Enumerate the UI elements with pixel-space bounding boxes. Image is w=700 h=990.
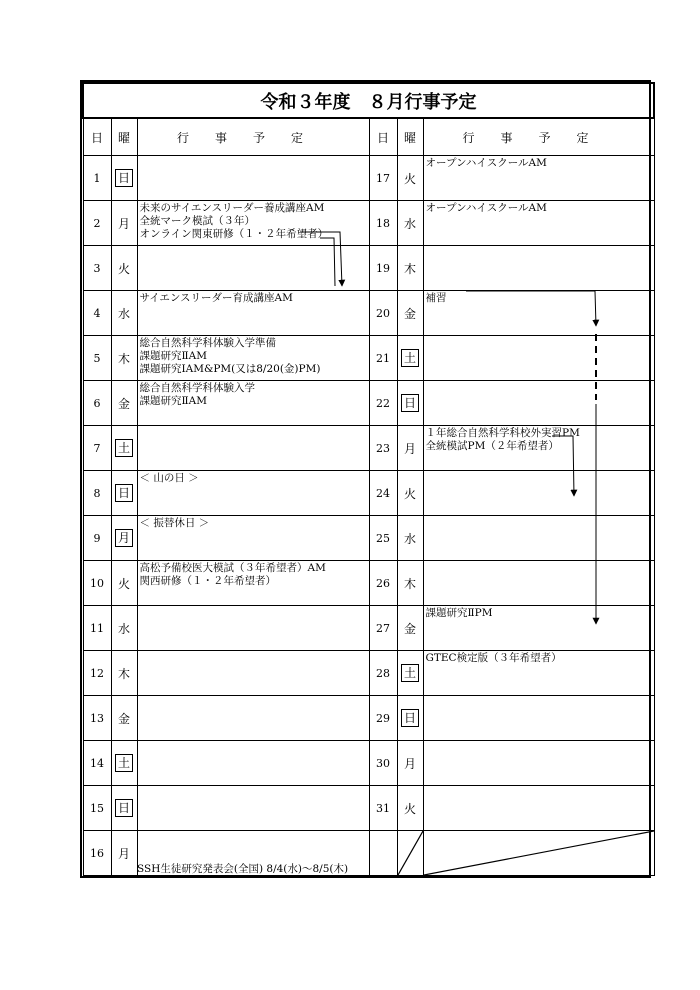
- events-cell: [137, 786, 369, 831]
- weekday-label: 木: [403, 261, 416, 276]
- table-row: [83, 291, 654, 336]
- event-line: 高松予備校医大模試（３年希望者）AM: [139, 562, 326, 574]
- table-row: [83, 471, 654, 516]
- header-events: 行事予定: [423, 118, 654, 156]
- day-number: 14: [83, 741, 111, 786]
- weekday-cell: [111, 336, 137, 381]
- weekday-label: 水: [117, 621, 130, 636]
- weekday-cell: [111, 831, 137, 876]
- day-number: 17: [369, 156, 397, 201]
- events-cell: [137, 696, 369, 741]
- event-line: GTEC検定版（３年希望者）: [425, 652, 562, 664]
- day-number: 20: [369, 291, 397, 336]
- header-events: 行事予定: [137, 118, 369, 156]
- table-row: [83, 561, 654, 606]
- strike-diagonal: [424, 831, 654, 875]
- weekday-cell: [111, 741, 137, 786]
- weekday-cell: [397, 561, 423, 606]
- weekday-label: 木: [117, 351, 130, 366]
- weekday-cell: [111, 246, 137, 291]
- day-number: 16: [83, 831, 111, 876]
- header-weekday: 曜: [111, 118, 137, 156]
- events-cell: [423, 426, 654, 471]
- events-cell: [423, 291, 654, 336]
- day-number: 15: [83, 786, 111, 831]
- events-cell: [137, 246, 369, 291]
- weekday-label: 火: [403, 171, 416, 186]
- weekday-cell: [397, 696, 423, 741]
- events-cell: [423, 201, 654, 246]
- event-line: 課題研究ⅠAM&PM(又は8/20(金)PM): [139, 363, 321, 375]
- weekday-label: 月: [403, 756, 416, 771]
- weekday-holiday: 土: [401, 664, 419, 682]
- day-number: 21: [369, 336, 397, 381]
- day-number: 31: [369, 786, 397, 831]
- day-number: 25: [369, 516, 397, 561]
- day-number: 27: [369, 606, 397, 651]
- weekday-cell: [397, 201, 423, 246]
- events-cell: [423, 786, 654, 831]
- weekday-label: 金: [403, 621, 416, 636]
- day-number: 13: [83, 696, 111, 741]
- events-cell: [137, 426, 369, 471]
- footer-note: SSH生徒研究発表会(全国) 8/4(水)～8/5(木): [137, 863, 349, 875]
- event-line: 課題研究ⅡAM: [139, 350, 207, 362]
- event-line: １年総合自然科学科校外実習PM: [425, 427, 580, 439]
- weekday-cell: [111, 696, 137, 741]
- day-number: 10: [83, 561, 111, 606]
- weekday-label: 火: [403, 801, 416, 816]
- day-number: 18: [369, 201, 397, 246]
- events-cell: [137, 606, 369, 651]
- events-cell: [423, 246, 654, 291]
- table-row: [83, 786, 654, 831]
- event-line: 未来のサイエンスリーダー養成講座AM: [139, 202, 325, 214]
- weekday-label: 金: [117, 711, 130, 726]
- day-number: 22: [369, 381, 397, 426]
- event-line: オープンハイスクールAM: [425, 202, 547, 214]
- weekday-holiday: 日: [401, 394, 419, 412]
- event-line: 総合自然科学科体験入学準備: [139, 337, 276, 349]
- day-number: 29: [369, 696, 397, 741]
- weekday-holiday: 日: [115, 799, 133, 817]
- weekday-cell: [397, 381, 423, 426]
- day-number: 3: [83, 246, 111, 291]
- events-cell: [423, 831, 654, 876]
- weekday-cell: [397, 336, 423, 381]
- weekday-cell: [111, 291, 137, 336]
- table-row: [83, 156, 654, 201]
- weekday-cell: [111, 426, 137, 471]
- weekday-cell: [397, 786, 423, 831]
- event-line: 課題研究ⅡPM: [425, 607, 493, 619]
- day-number: 1: [83, 156, 111, 201]
- day-number: 12: [83, 651, 111, 696]
- events-cell: [423, 516, 654, 561]
- weekday-cell: [111, 516, 137, 561]
- day-number: 5: [83, 336, 111, 381]
- events-cell: [423, 561, 654, 606]
- day-number: [369, 831, 397, 876]
- weekday-cell: [111, 651, 137, 696]
- weekday-label: 火: [403, 486, 416, 501]
- events-cell: [137, 516, 369, 561]
- event-line: サイエンスリーダー育成講座AM: [139, 292, 293, 304]
- header-weekday: 曜: [397, 118, 423, 156]
- weekday-holiday: 土: [401, 349, 419, 367]
- weekday-cell: [397, 471, 423, 516]
- events-cell: [423, 741, 654, 786]
- weekday-cell: [397, 156, 423, 201]
- table-row: [83, 741, 654, 786]
- weekday-label: 木: [117, 666, 130, 681]
- weekday-label: 月: [117, 846, 130, 861]
- schedule-sheet: [80, 80, 651, 861]
- events-cell: [137, 741, 369, 786]
- table-row: [83, 426, 654, 471]
- weekday-holiday: 土: [115, 439, 133, 457]
- weekday-cell: [111, 786, 137, 831]
- events-cell: [423, 336, 654, 381]
- weekday-label: 金: [117, 396, 130, 411]
- events-cell: [423, 651, 654, 696]
- header-row: [83, 118, 654, 156]
- header-day: 日: [369, 118, 397, 156]
- weekday-cell: [111, 201, 137, 246]
- event-line: 総合自然科学科体験入学: [139, 382, 255, 394]
- event-line: ＜ 山の日 ＞: [139, 472, 199, 484]
- weekday-cell: [397, 831, 423, 876]
- weekday-label: 金: [403, 306, 416, 321]
- events-cell: [423, 606, 654, 651]
- weekday-cell: [111, 156, 137, 201]
- event-line: ＜ 振替休日 ＞: [139, 517, 210, 529]
- events-cell: [137, 381, 369, 426]
- weekday-label: 月: [117, 216, 130, 231]
- table-row: [83, 651, 654, 696]
- day-number: 6: [83, 381, 111, 426]
- events-cell: [137, 201, 369, 246]
- events-cell: [423, 696, 654, 741]
- weekday-label: 月: [403, 441, 416, 456]
- weekday-cell: [397, 516, 423, 561]
- day-number: 8: [83, 471, 111, 516]
- weekday-cell: [397, 291, 423, 336]
- weekday-label: 火: [117, 261, 130, 276]
- table-row: [83, 516, 654, 561]
- table-row: [83, 246, 654, 291]
- weekday-label: 火: [117, 576, 130, 591]
- day-number: 30: [369, 741, 397, 786]
- weekday-holiday: 日: [115, 484, 133, 502]
- weekday-label: 水: [403, 531, 416, 546]
- table-row: [83, 201, 654, 246]
- day-number: 4: [83, 291, 111, 336]
- weekday-holiday: 月: [115, 529, 133, 547]
- schedule-frame: [80, 80, 651, 878]
- event-line: 課題研究ⅡAM: [139, 395, 207, 407]
- event-line: 全統模試PM（２年希望者）: [425, 440, 559, 452]
- weekday-label: 木: [403, 576, 416, 591]
- event-line: 関西研修（１・２年希望者）: [139, 575, 276, 587]
- events-cell: [137, 651, 369, 696]
- weekday-cell: [111, 606, 137, 651]
- events-cell: [137, 471, 369, 516]
- table-row: [83, 696, 654, 741]
- weekday-holiday: 土: [115, 754, 133, 772]
- events-cell: [137, 156, 369, 201]
- table-row: [83, 381, 654, 426]
- events-cell: [423, 471, 654, 516]
- header-day: 日: [83, 118, 111, 156]
- event-line: オンライン関東研修（１・２年希望者）: [139, 228, 329, 240]
- day-number: 9: [83, 516, 111, 561]
- event-line: オープンハイスクールAM: [425, 157, 547, 169]
- events-cell: [137, 336, 369, 381]
- weekday-cell: [111, 561, 137, 606]
- weekday-cell: [111, 471, 137, 516]
- weekday-label: 水: [403, 216, 416, 231]
- weekday-holiday: 日: [115, 169, 133, 187]
- event-line: 補習: [425, 292, 447, 304]
- day-number: 28: [369, 651, 397, 696]
- day-number: 24: [369, 471, 397, 516]
- weekday-label: 水: [117, 306, 130, 321]
- table-row: [83, 606, 654, 651]
- day-number: 7: [83, 426, 111, 471]
- weekday-holiday: 日: [401, 709, 419, 727]
- day-number: 23: [369, 426, 397, 471]
- weekday-cell: [397, 606, 423, 651]
- events-cell: [137, 291, 369, 336]
- weekday-cell: [397, 651, 423, 696]
- day-number: 11: [83, 606, 111, 651]
- strike-diagonal: [398, 831, 423, 875]
- day-number: 19: [369, 246, 397, 291]
- day-number: 26: [369, 561, 397, 606]
- events-cell: [423, 156, 654, 201]
- weekday-cell: [397, 426, 423, 471]
- table-row: [83, 336, 654, 381]
- events-cell: [423, 381, 654, 426]
- weekday-cell: [397, 246, 423, 291]
- page-title: 令和３年度 ８月行事予定: [83, 83, 654, 118]
- schedule-table: [82, 82, 655, 876]
- weekday-cell: [397, 741, 423, 786]
- weekday-cell: [111, 381, 137, 426]
- day-number: 2: [83, 201, 111, 246]
- event-line: 全統マーク模試（３年）: [139, 215, 255, 227]
- events-cell: [137, 561, 369, 606]
